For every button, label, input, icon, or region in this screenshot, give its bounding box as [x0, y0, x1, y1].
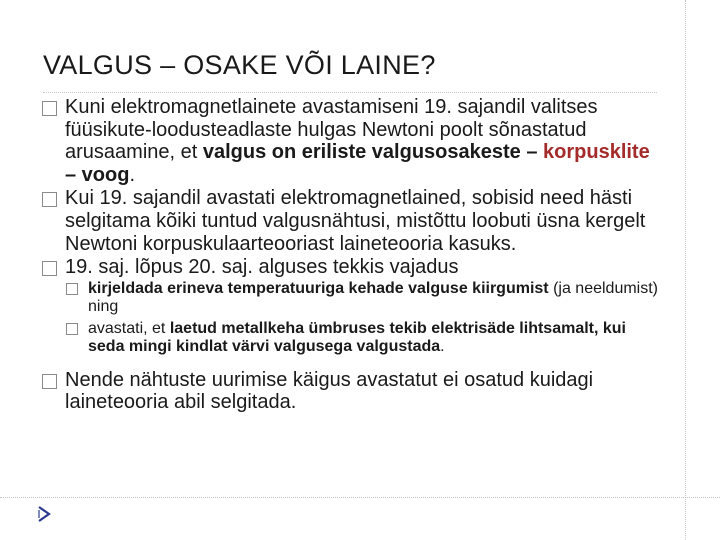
sub-bullet-2 [66, 320, 662, 356]
square-bullet-icon [42, 101, 57, 116]
bullet-2 [42, 187, 662, 255]
slide-content [42, 96, 662, 414]
bullet-1-red: korpusklite [543, 141, 650, 164]
bullet-3-text: 19. saj. lõpus 20. saj. alguses tekkis vajadus [65, 256, 459, 279]
sub-bullet-2-text: avastati, et [88, 319, 170, 337]
bullet-2-text: Kui 19. sajandil avastati elektromagnetlained, sobisid need hästi selgitama kõiki tuntud valgusnähtusi, mistõttu loobuti üsna kergelt Newtoni korpuskulaarteooriast laineteooria kasuks. [65, 187, 646, 255]
horizontal-guide-line [0, 497, 720, 498]
title-divider [43, 92, 657, 93]
vertical-guide-line [685, 0, 686, 540]
bullet-1-bold: valgus on eriliste valgusosakeste – [202, 141, 544, 164]
bullet-4-text: Nende nähtuste uurimise käigus avastatut ei osatud kuidagi laineteooria abil selgitada. [65, 368, 594, 414]
bullet-1-text: Kuni elektromagnetlainete avastamiseni 19. sajandil valitses füüsikute-loodusteadlaste hulgas Newtoni poolt sõnastatud arusaamine, et [65, 96, 598, 164]
bullet-3 [42, 256, 662, 279]
sub-bullet-1-text: (ja neeldumist) ning [88, 279, 658, 315]
square-bullet-icon [42, 192, 57, 207]
square-bullet-icon [42, 374, 57, 389]
bullet-3-subitems [66, 280, 662, 356]
square-bullet-icon [66, 323, 78, 335]
bullet-1 [42, 96, 662, 186]
sub-bullet-2-bold: laetud metallkeha ümbruses tekib elektrisäde lihtsamalt, kui seda mingi kindlat värvi valgusega valgustada [88, 319, 626, 355]
bullet-1-bold-end: – voog [65, 163, 130, 186]
sub-bullet-1 [66, 280, 662, 316]
square-bullet-icon [42, 261, 57, 276]
slide-title: VALGUS – OSAKE VÕI LAINE? [43, 50, 436, 80]
bullet-1-period: . [129, 163, 136, 186]
sub-bullet-1-bold: kirjeldada erineva temperatuuriga kehade valguse kiirgumist [88, 279, 549, 297]
nav-arrow-icon[interactable] [37, 506, 51, 522]
bullet-4 [42, 369, 662, 414]
square-bullet-icon [66, 283, 78, 295]
sub-bullet-2-period: . [440, 337, 445, 355]
